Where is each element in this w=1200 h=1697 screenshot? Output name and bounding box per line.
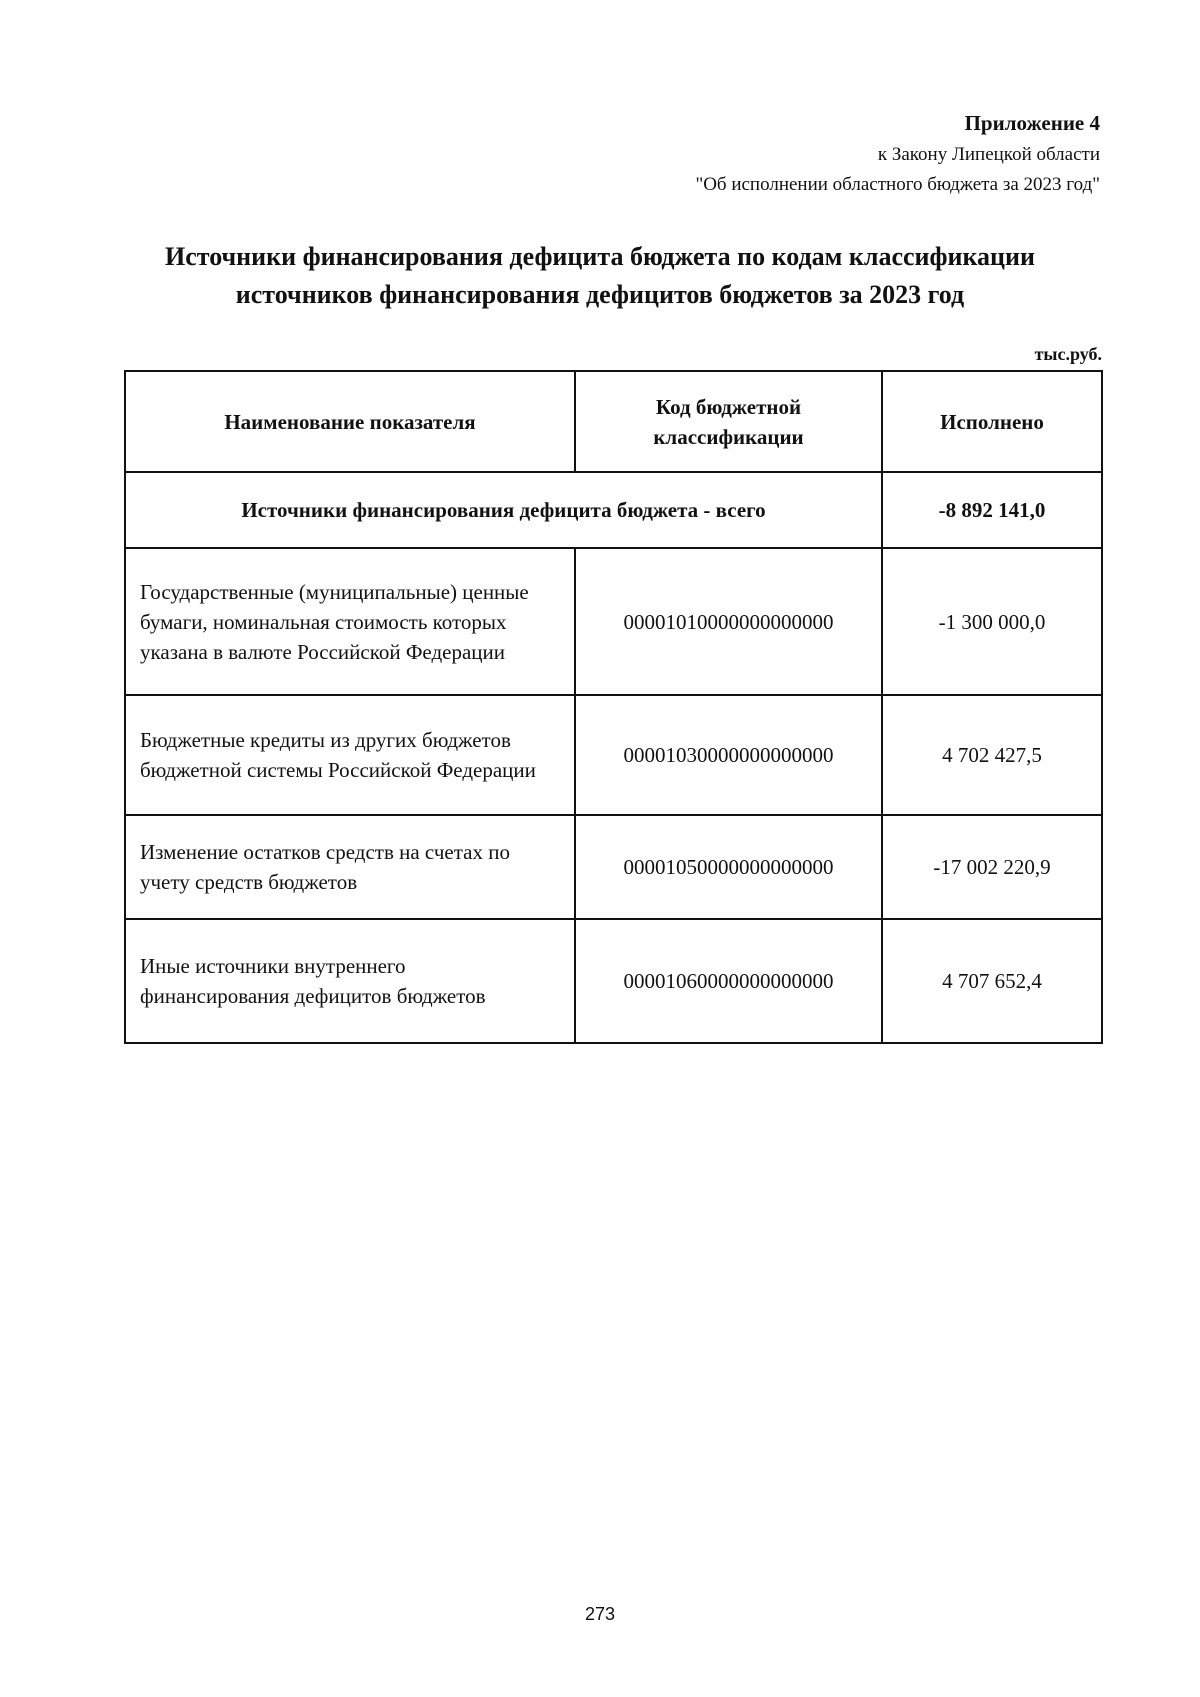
column-header-name: Наименование показателя: [125, 371, 575, 472]
document-title-line-1: Источники финансирования дефицита бюджета по кодам классификации: [165, 242, 1035, 271]
page-number: 273: [584, 1604, 616, 1624]
row-code: 00001010000000000000: [575, 548, 882, 695]
document-title-line-2: источников финансирования дефицитов бюджетов за 2023 год: [235, 280, 965, 309]
table-header-row: [125, 371, 1102, 472]
document-title: [100, 238, 1100, 314]
row-value: 4 707 652,4: [882, 919, 1102, 1043]
row-name: Изменение остатков средств на счетах по учету средств бюджетов: [125, 815, 575, 919]
row-code: 00001050000000000000: [575, 815, 882, 919]
table-row: [125, 815, 1102, 919]
total-value: -8 892 141,0: [882, 472, 1102, 548]
column-header-executed: Исполнено: [882, 371, 1102, 472]
column-header-code: Код бюджетной классификации: [575, 371, 882, 472]
row-value: -17 002 220,9: [882, 815, 1102, 919]
table-row: [125, 548, 1102, 695]
row-name: Государственные (муниципальные) ценные бумаги, номинальная стоимость которых указана в валюте Российской Федерации: [125, 548, 575, 695]
law-name: "Об исполнении областного бюджета за 2023 год": [695, 174, 1100, 195]
appendix-title: Приложение 4: [964, 111, 1100, 135]
table-row: [125, 695, 1102, 815]
row-code: 00001060000000000000: [575, 919, 882, 1043]
appendix-header: [695, 106, 1100, 200]
total-row: [125, 472, 1102, 548]
row-value: -1 300 000,0: [882, 548, 1102, 695]
row-code: 00001030000000000000: [575, 695, 882, 815]
row-name: Бюджетные кредиты из других бюджетов бюджетной системы Российской Федерации: [125, 695, 575, 815]
financing-sources-table: [124, 370, 1103, 1044]
law-reference: к Закону Липецкой области: [877, 144, 1100, 165]
row-value: 4 702 427,5: [882, 695, 1102, 815]
row-name: Иные источники внутреннего финансирования дефицитов бюджетов: [125, 919, 575, 1043]
total-label: Источники финансирования дефицита бюджета - всего: [125, 472, 882, 548]
unit-label: тыс.руб.: [1034, 344, 1102, 364]
table-row: [125, 919, 1102, 1043]
